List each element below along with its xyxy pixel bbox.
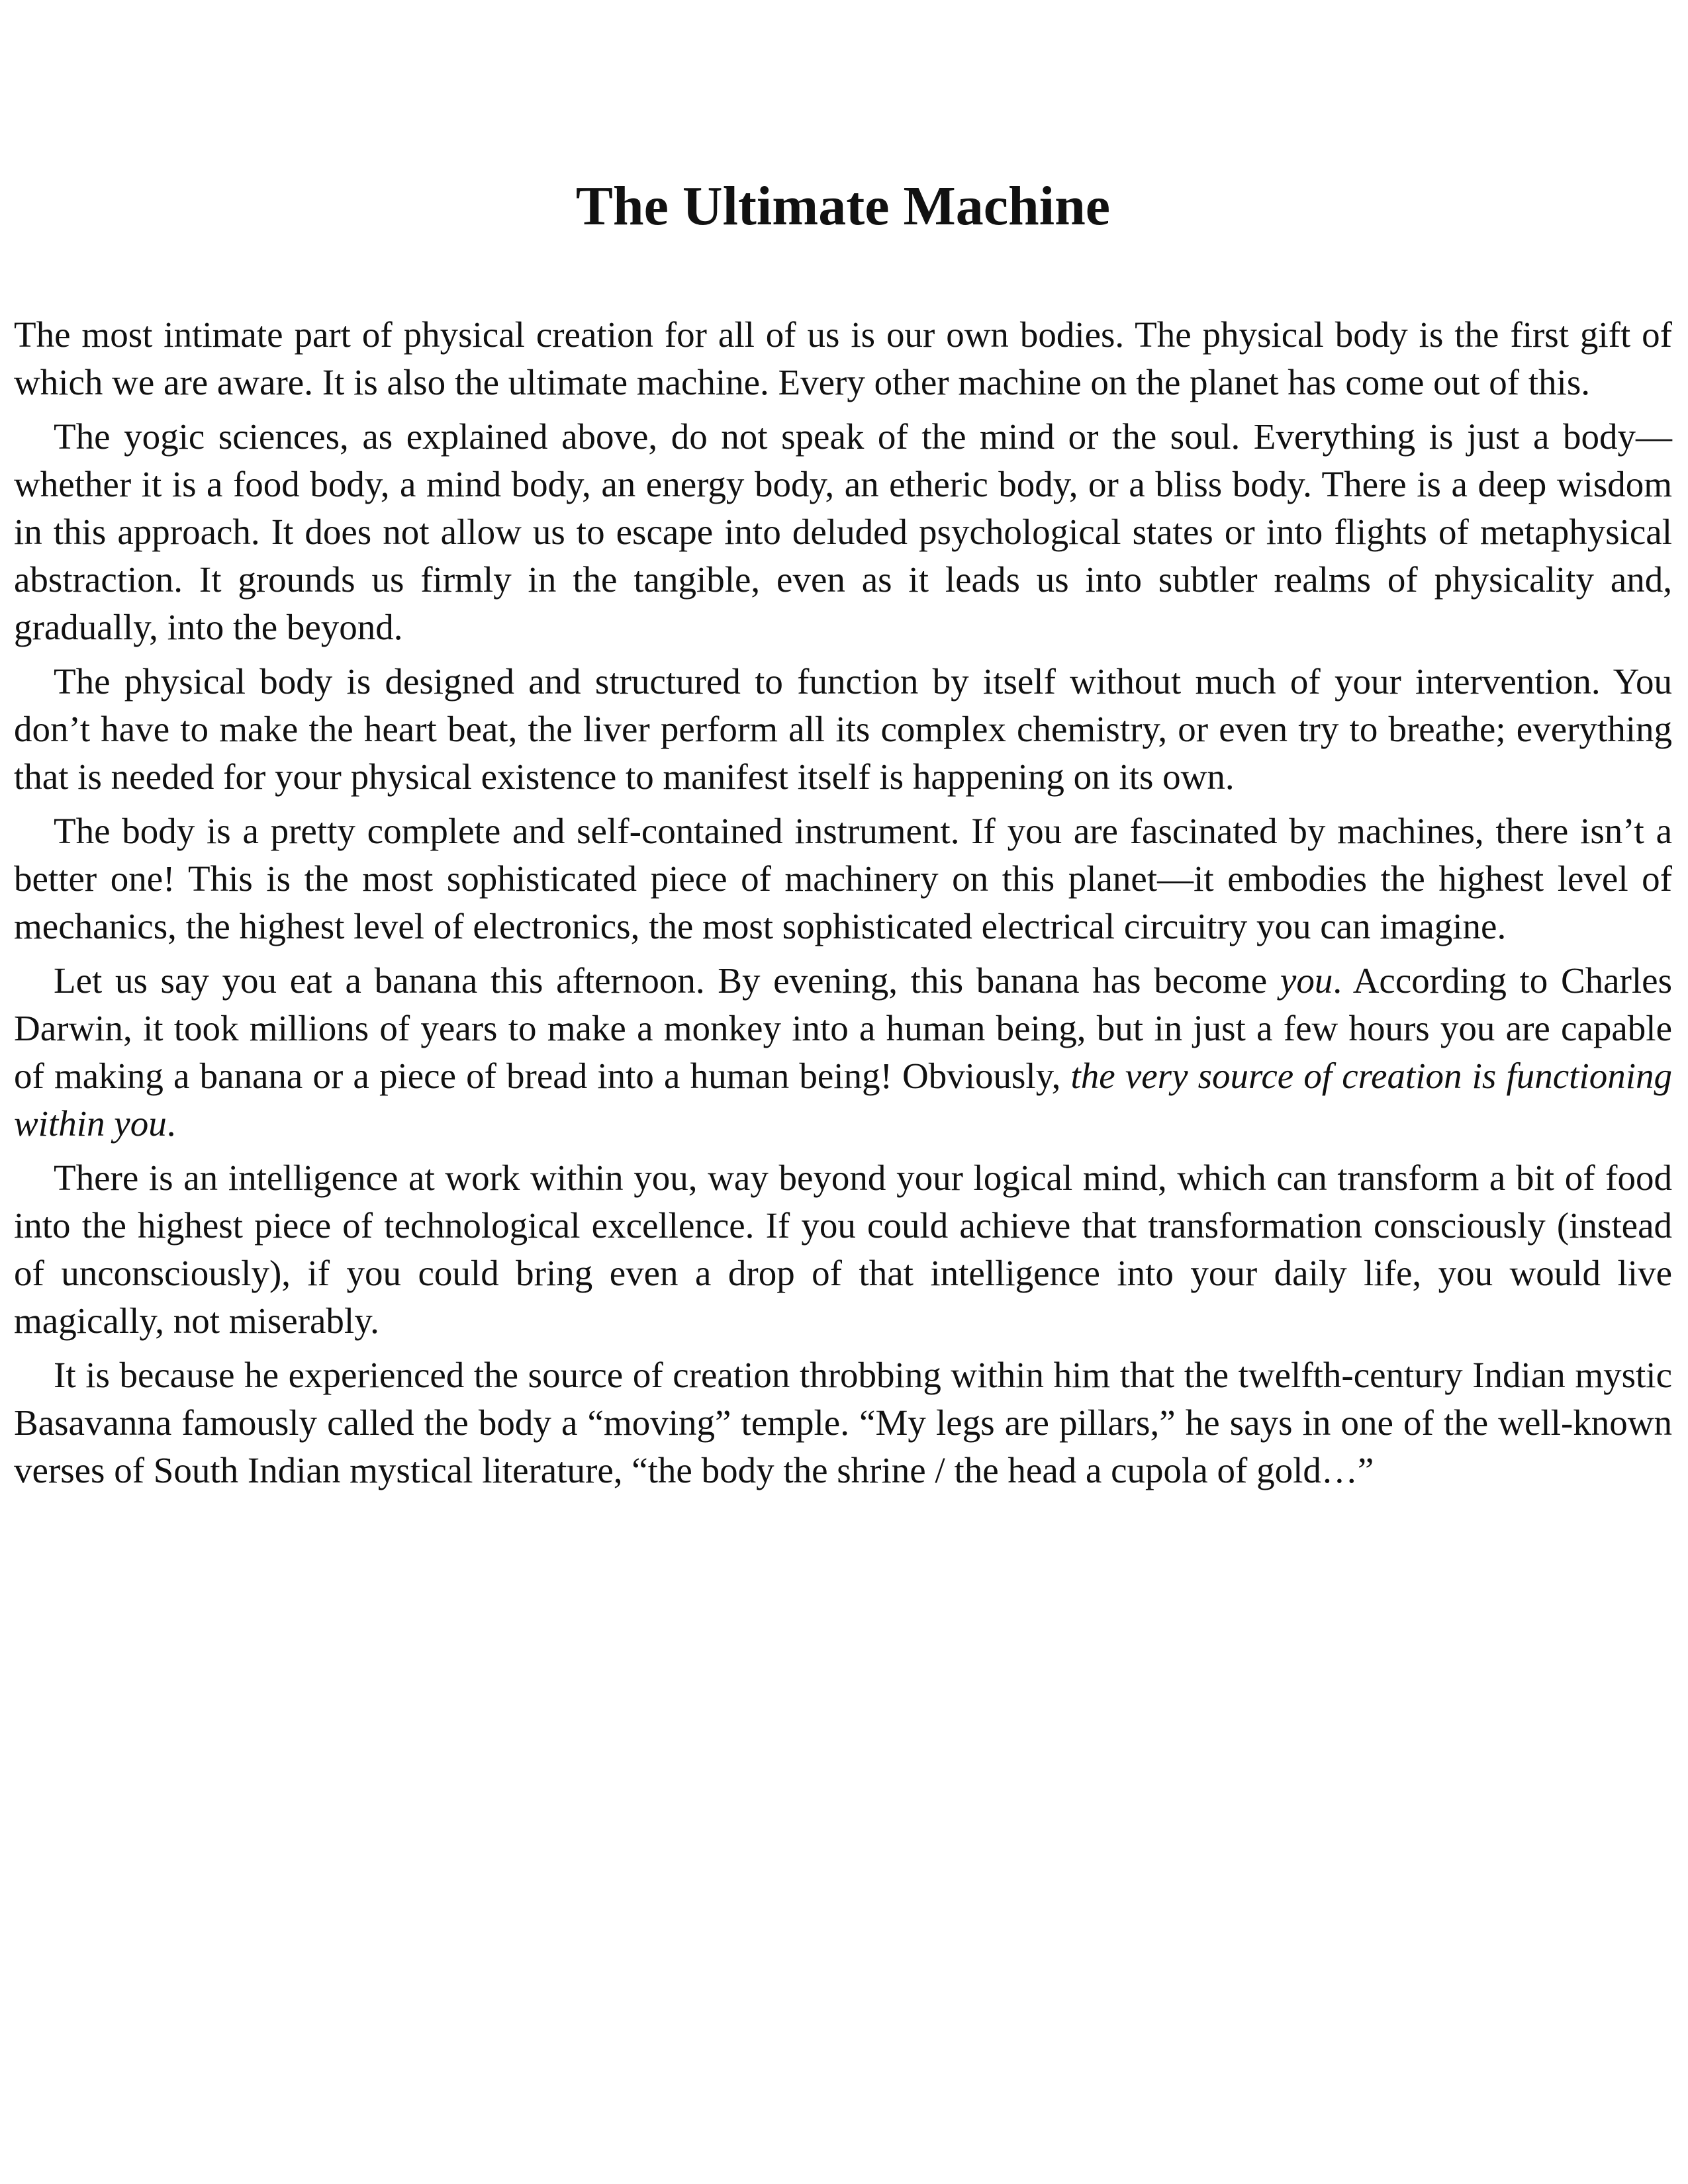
emphasis-you: you (1280, 960, 1333, 1001)
paragraph-7: It is because he experienced the source of creation throbbing within him that the twelfth-century Indian mystic Basavanna famously called the body a “moving” temple. “My legs are pillars,” he says in one of the well-known verses of South Indian mystical literature, “the body the shrine / the head a cupola of gold…” (14, 1355, 1672, 1490)
chapter-title: The Ultimate Machine (575, 175, 1111, 237)
body-text (14, 311, 1672, 1501)
paragraph-4: The body is a pretty complete and self-contained instrument. If you are fascinated by machines, there isn’t a better one! This is the most sophisticated piece of machinery on this planet—it embodies the highest level of mechanics, the highest level of electronics, the most sophisticated electrical circuitry you can imagine. (14, 811, 1672, 946)
paragraph-3: The physical body is designed and structured to function by itself without much of your intervention. You don’t have to make the heart beat, the liver perform all its complex chemistry, or even try to breathe; everything that is needed for your physical existence to manifest itself is happening on its own. (14, 661, 1672, 797)
paragraph-6: There is an intelligence at work within you, way beyond your logical mind, which can transform a bit of food into the highest piece of technological excellence. If you could achieve that transformation consciously (instead of unconsciously), if you could bring even a drop of that intelligence into your daily life, you would live magically, not miserably. (14, 1158, 1672, 1341)
paragraph-5-part-2: . According to Charles Darwin, it took millions of years to make a monkey into a human being, but in just a few hours you are capable of making a banana or a piece of bread into a human being! Obviously, (14, 960, 1672, 1096)
paragraph-5-part-1: Let us say you eat a banana this afternoon. By evening, this banana has become (54, 960, 1280, 1001)
paragraph-1: The most intimate part of physical creation for all of us is our own bodies. The physical body is the first gift of which we are aware. It is also the ultimate machine. Every other machine on the planet has come out of this. (14, 314, 1672, 402)
paragraph-5-part-3: . (166, 1103, 176, 1144)
emphasis-source-of-creation: the very source of creation is functioning within you (14, 1056, 1672, 1144)
paragraph-5 (14, 957, 1672, 1148)
paragraph-2: The yogic sciences, as explained above, do not speak of the mind or the soul. Everything is just a body—whether it is a food body, a mind body, an energy body, an etheric body, or a bliss body. There is a deep wisdom in this approach. It does not allow us to escape into deluded psychological states or into flights of metaphysical abstraction. It grounds us firmly in the tangible, even as it leads us into subtler realms of physicality and, gradually, into the beyond. (14, 416, 1672, 647)
